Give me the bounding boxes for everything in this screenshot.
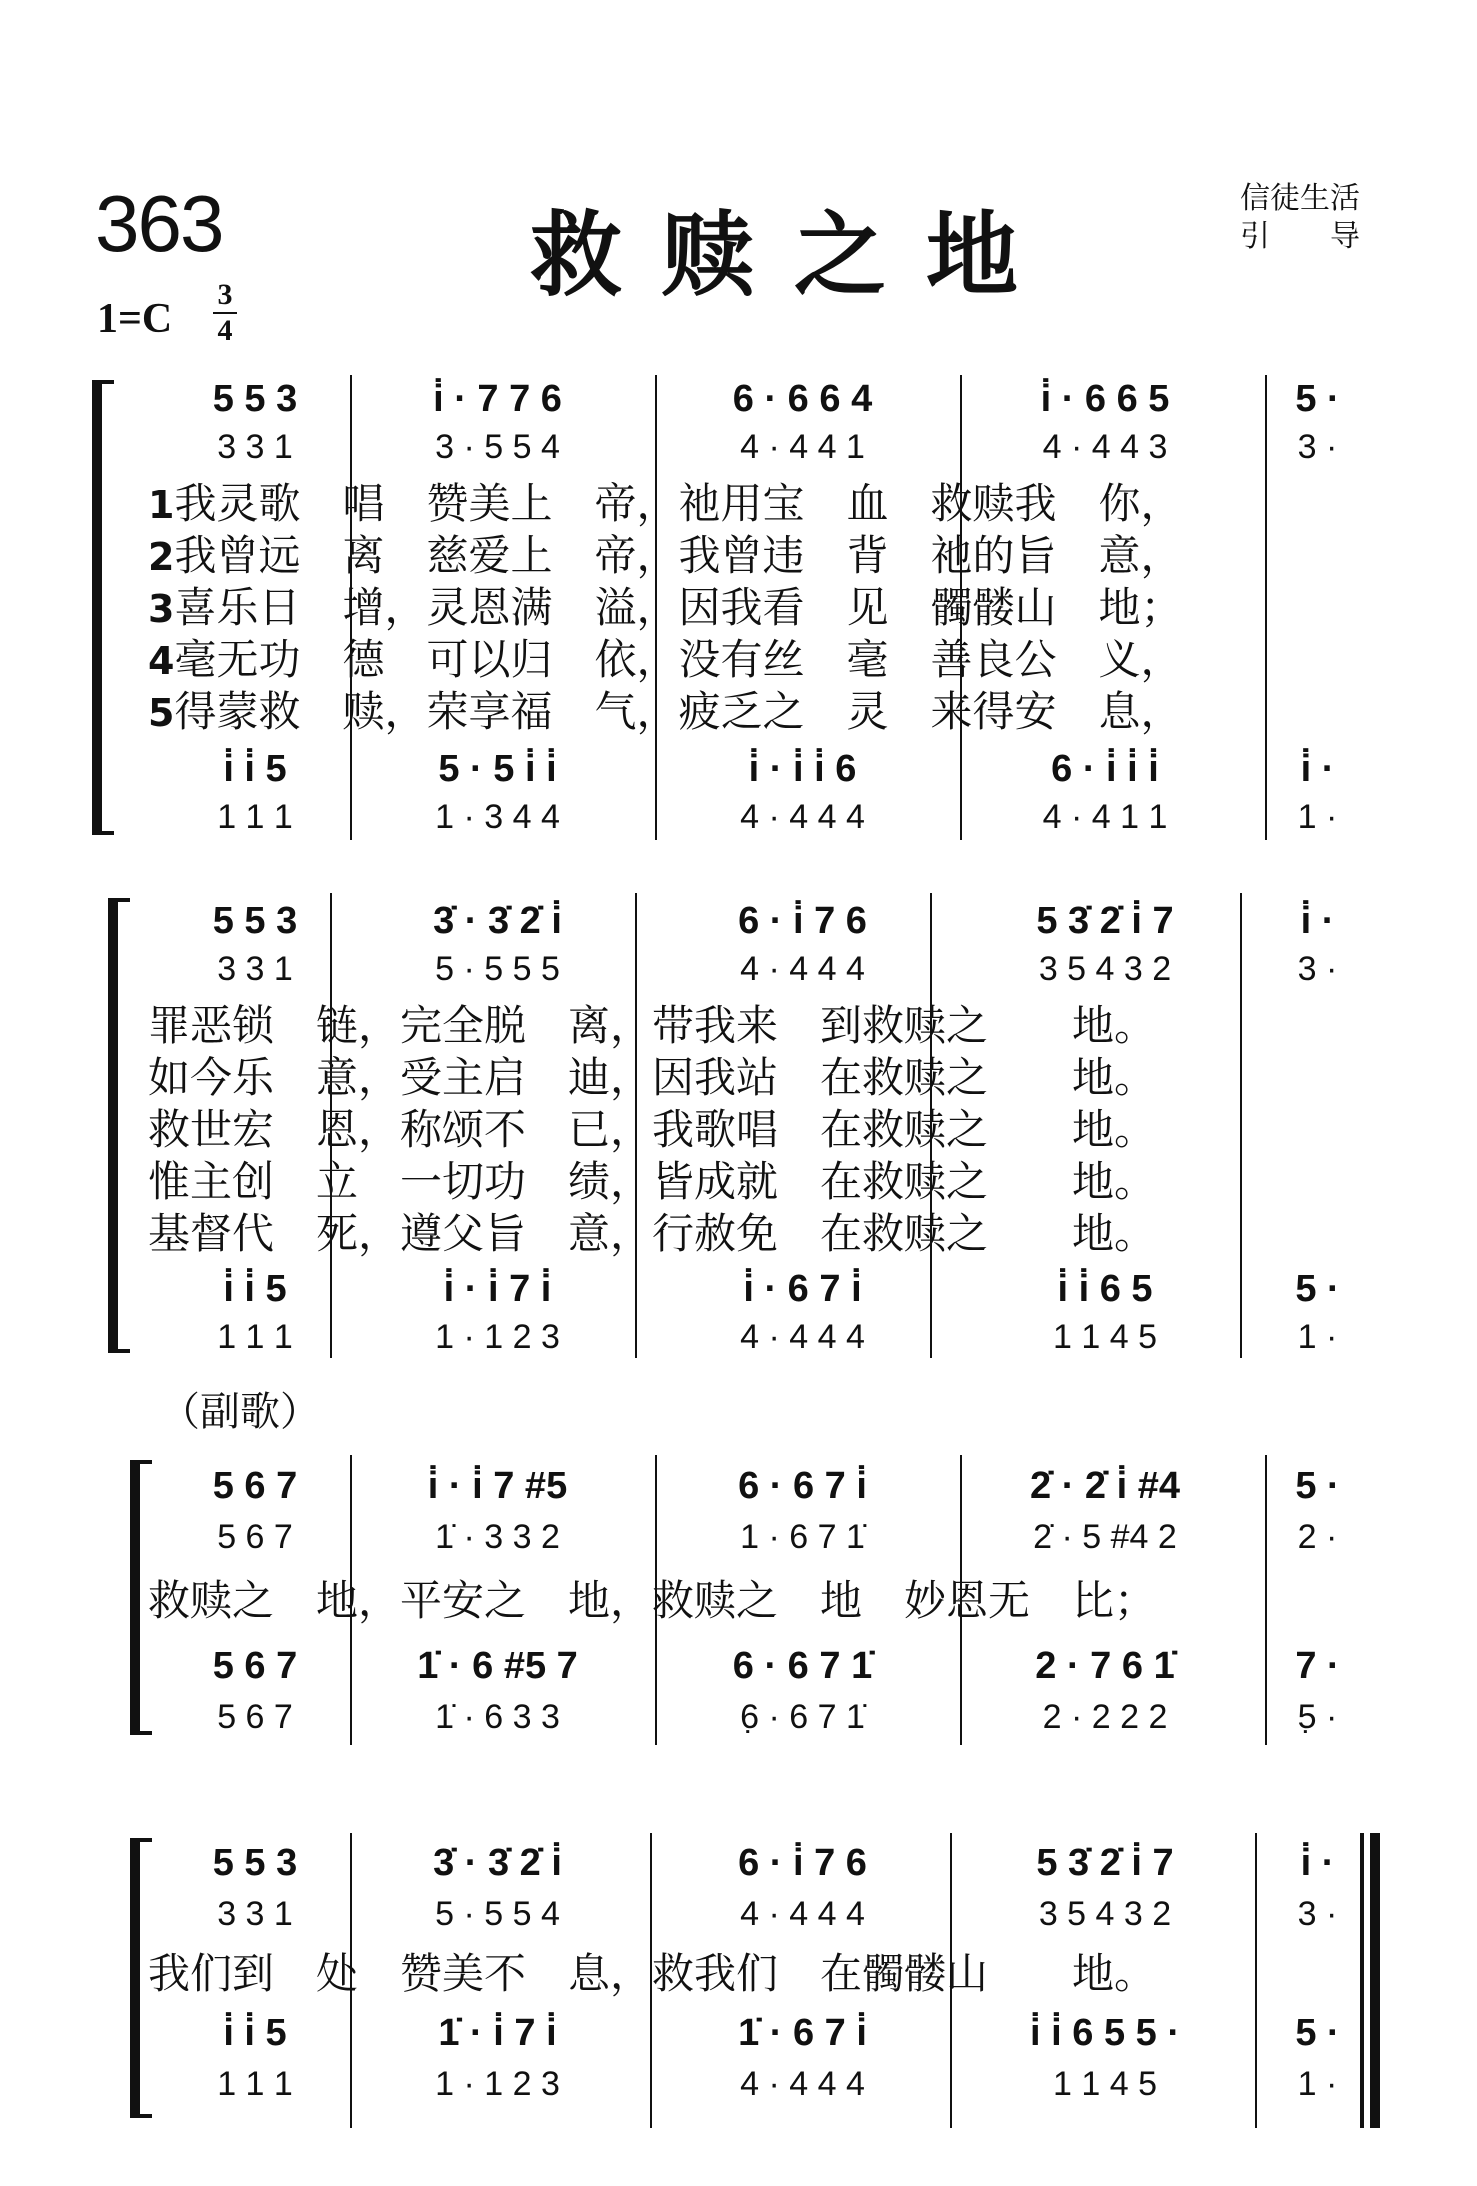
note-group: 5 5 3	[212, 378, 298, 420]
note-group: 2 · 2 2 2	[1042, 1698, 1168, 1736]
system-brace	[92, 380, 102, 835]
note-group: 1 · 3 4 4	[435, 798, 560, 836]
note-group: 4 · 4 4 4	[740, 1895, 865, 1933]
note-group: i̇ · i̇ i̇ 6	[748, 748, 857, 790]
note-group: 1 1 1	[217, 1318, 293, 1356]
lyric-line: 基督代 死，遵父旨 意，行赦免 在救赎之 地。	[148, 1209, 1157, 1258]
note-group: 1 1 4 5	[1053, 2065, 1157, 2103]
note-group: 2 ·	[1297, 1518, 1338, 1556]
note-group: 5 6 7	[212, 1645, 298, 1687]
note-group: 2̇ · 2̇ i̇ #4	[1030, 1465, 1180, 1507]
note-group: 5 ·	[1295, 1268, 1340, 1310]
note-group: 1̇ · 6 #5 7	[417, 1645, 578, 1687]
note-group: 6 · 6 6 4	[732, 378, 873, 420]
note-group: 3 ·	[1297, 428, 1338, 466]
note-group: 1 ·	[1297, 798, 1338, 836]
lyric-text: 我灵歌 唱 赞美上 帝，祂用宝 血 救赎我 你，	[174, 479, 1183, 528]
note-group: 4 · 4 4 4	[740, 950, 865, 988]
note-group: 3 3 1	[217, 950, 293, 988]
note-group: i̇ ·	[1300, 748, 1335, 790]
note-group: i̇ i̇ 5	[223, 748, 287, 790]
lyric-text: 我曾远 离 慈爱上 帝，我曾违 背 祂的旨 意，	[174, 531, 1183, 580]
time-signature	[213, 280, 237, 346]
lyric-line	[148, 634, 1182, 687]
lyric-text: 毫无功 德 可以归 依，没有丝 毫 善良公 义，	[174, 635, 1183, 684]
note-group: 1 ·	[1297, 1318, 1338, 1356]
note-group: 5 5 3	[212, 900, 298, 942]
note-group: 4 · 4 4 4	[740, 1318, 865, 1356]
note-group: 1̇ · i̇ 7 i̇	[438, 2012, 557, 2054]
lyric-line	[148, 686, 1182, 739]
verse-number: 5	[148, 691, 175, 735]
note-group: i̇ i̇ 6 5	[1057, 1268, 1153, 1310]
note-group: 6 · 6 7 1̇	[732, 1645, 873, 1687]
note-group: 5 6 7	[217, 1518, 293, 1556]
time-signature-top: 3	[217, 278, 233, 311]
note-group: 3 3 1	[217, 428, 293, 466]
note-group: i̇ i̇ 5	[223, 2012, 287, 2054]
note-group: 3 5 4 3 2	[1038, 950, 1172, 988]
note-group: 5 3̇ 2̇ i̇ 7	[1036, 900, 1174, 942]
note-group: 5 · 5 5 4	[435, 1895, 560, 1933]
note-group: i̇ i̇ 5	[223, 1268, 287, 1310]
note-group: 5 · 5 i̇ i̇	[438, 748, 557, 790]
note-group: 1 · 1 2 3	[435, 1318, 560, 1356]
note-group: 3 ·	[1297, 950, 1338, 988]
time-signature-bottom: 4	[217, 314, 233, 347]
verse-number: 4	[148, 639, 175, 683]
note-group: 2̇ · 5 #4 2	[1033, 1518, 1177, 1556]
lyric-line	[148, 478, 1182, 531]
note-group: 5 6 7	[212, 1465, 298, 1507]
hymn-title: 救赎之地	[530, 202, 1059, 309]
note-group: 7 ·	[1295, 1645, 1340, 1687]
note-group: 3̇ · 3̇ 2̇ i̇	[433, 1842, 562, 1884]
note-group: 3 5 4 3 2	[1038, 1895, 1172, 1933]
lyric-text: 喜乐日 增，灵恩满 溢，因我看 见 髑髅山 地；	[174, 583, 1183, 632]
note-group: 3 · 5 5 4	[435, 428, 560, 466]
hymn-credit: 信徒生活 引 导	[1240, 181, 1360, 254]
note-group: 5 5 3	[212, 1842, 298, 1884]
lyric-text: 得蒙救 赎，荣享福 气，疲乏之 灵 来得安 息，	[174, 687, 1183, 736]
lyric-line: 惟主创 立 一切功 绩，皆成就 在救赎之 地。	[148, 1157, 1157, 1206]
note-group: 6 · i̇ i̇ i̇	[1051, 748, 1159, 790]
lyric-line: 罪恶锁 链，完全脱 离，带我来 到救赎之 地。	[148, 1001, 1157, 1050]
note-group: 3̇ · 3̇ 2̇ i̇	[433, 900, 562, 942]
note-group: i̇ ·	[1300, 900, 1335, 942]
lyric-line	[148, 530, 1182, 583]
note-group: 5 ·	[1295, 1465, 1340, 1507]
lyric-line: 救世宏 恩，称颂不 已，我歌唱 在救赎之 地。	[148, 1105, 1157, 1154]
lyric-line: 如今乐 意，受主启 迪，因我站 在救赎之 地。	[148, 1053, 1157, 1102]
note-group: 4 · 4 1 1	[1042, 798, 1168, 836]
lyric-line	[148, 582, 1182, 635]
note-group: 1̇ · 6 7 i̇	[738, 2012, 867, 2054]
system-brace	[130, 1460, 140, 1735]
note-group: i̇ · 6 6 5	[1040, 378, 1170, 420]
note-group: i̇ i̇ 6 5 5 ·	[1030, 2012, 1180, 2054]
hymn-number: 363	[95, 179, 223, 268]
note-group: i̇ · 7 7 6	[433, 378, 562, 420]
verse-number: 2	[148, 535, 175, 579]
note-group: 4 · 4 4 1	[740, 428, 865, 466]
verse-number: 1	[148, 483, 175, 527]
note-group: 5 3̇ 2̇ i̇ 7	[1036, 1842, 1174, 1884]
note-group: 1 1 1	[217, 798, 293, 836]
note-group: 1 ·	[1297, 2065, 1338, 2103]
note-group: 6 · i̇ 7 6	[738, 900, 867, 942]
note-group: i̇ · i̇ 7 #5	[427, 1465, 568, 1507]
system-brace	[108, 898, 118, 1353]
note-group: 5 ·	[1295, 378, 1340, 420]
note-group: 1 · 6 7 1̇	[740, 1518, 865, 1556]
note-group: 6̣ · 6 7 1̇	[740, 1698, 865, 1736]
note-group: 6 · 6 7 i̇	[738, 1465, 867, 1507]
note-group: 3 ·	[1297, 1895, 1338, 1933]
note-group: 1 · 1 2 3	[435, 2065, 560, 2103]
note-group: i̇ · 6 7 i̇	[743, 1268, 862, 1310]
note-group: 4 · 4 4 4	[740, 2065, 865, 2103]
note-group: 5̣ ·	[1297, 1698, 1338, 1736]
note-group: 3 3 1	[217, 1895, 293, 1933]
chorus-label: （副歌）	[160, 1389, 320, 1435]
note-group: 4 · 4 4 3	[1042, 428, 1168, 466]
lyric-line: 救赎之 地，平安之 地，救赎之 地 妙恩无 比；	[148, 1576, 1157, 1625]
note-group: i̇ ·	[1300, 1842, 1335, 1884]
system-brace	[130, 1838, 140, 2118]
note-group: 2 · 7 6 1̇	[1035, 1645, 1175, 1687]
note-group: 6 · i̇ 7 6	[738, 1842, 867, 1884]
note-group: 1̇ · 6 3 3	[435, 1698, 560, 1736]
note-group: 5 6 7	[217, 1698, 293, 1736]
key-signature: 1=C	[97, 296, 173, 342]
note-group: 1 1 4 5	[1053, 1318, 1157, 1356]
note-group: 5 · 5 5 5	[435, 950, 560, 988]
note-group: 1̇ · 3 3 2	[435, 1518, 560, 1556]
note-group: 4 · 4 4 4	[740, 798, 865, 836]
note-group: 1 1 1	[217, 2065, 293, 2103]
note-group: 5 ·	[1295, 2012, 1340, 2054]
note-group: i̇ · i̇ 7 i̇	[443, 1268, 552, 1310]
verse-number: 3	[148, 587, 175, 631]
lyric-line: 我们到 处 赞美不 息，救我们 在髑髅山 地。	[148, 1949, 1157, 1998]
